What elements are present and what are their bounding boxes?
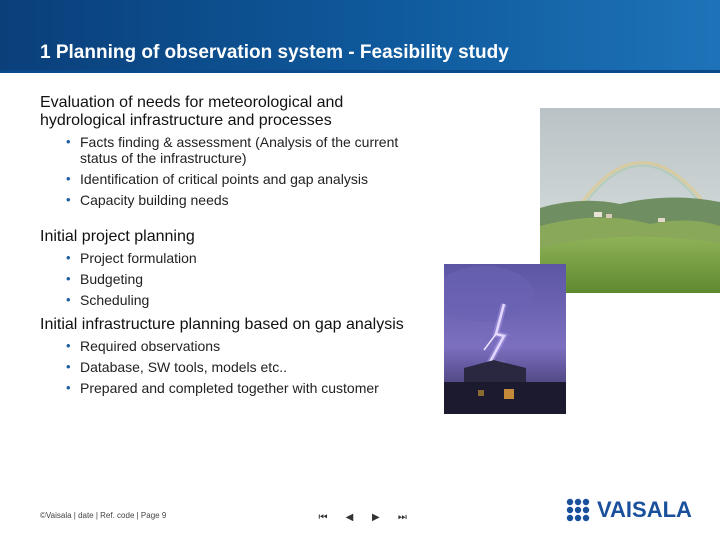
- bullet-dot-icon: •: [66, 380, 71, 395]
- bullet-text: Required observations: [80, 338, 221, 354]
- section-evaluation: [40, 94, 420, 208]
- bullet-item: [40, 134, 420, 166]
- bullet-list: [40, 338, 420, 396]
- slide-navigation: [314, 507, 415, 525]
- section-infrastructure-planning: [40, 316, 420, 396]
- section-heading: Initial project planning: [40, 228, 195, 245]
- bullet-text: Project formulation: [80, 250, 197, 266]
- bullet-dot-icon: •: [66, 359, 71, 374]
- header-band: [0, 70, 720, 73]
- first-slide-icon[interactable]: ⏮: [318, 512, 328, 523]
- bullet-text: Facts finding & assessment (Analysis of the current status of the infrastructure): [80, 134, 399, 166]
- bullet-dot-icon: •: [66, 292, 71, 307]
- vaisala-logo: [561, 493, 709, 523]
- bullet-item: [40, 171, 420, 187]
- next-slide-icon[interactable]: ▶: [372, 512, 380, 523]
- bullet-item: [40, 338, 420, 354]
- bullet-dot-icon: •: [66, 134, 71, 149]
- bullet-item: [40, 380, 420, 396]
- slide-content: [40, 94, 420, 401]
- bullet-dot-icon: •: [66, 271, 71, 286]
- section-heading: Evaluation of needs for meteorological and hydrological infrastructure and processes: [40, 94, 344, 129]
- bullet-item: [40, 250, 420, 266]
- bullet-item: [40, 359, 420, 375]
- section-heading: Initial infrastructure planning based on gap analysis: [40, 316, 404, 333]
- previous-slide-icon[interactable]: ◀: [345, 512, 354, 523]
- bullet-item: [40, 271, 420, 287]
- slide-title: 1 Planning of observation system - Feasibility study: [40, 42, 509, 63]
- footer-text: ©Vaisala | date | Ref. code | Page 9: [40, 511, 167, 520]
- logo-wordmark: VAISALA: [597, 497, 692, 522]
- bullet-text: Budgeting: [80, 271, 144, 287]
- bullet-item: [40, 292, 420, 308]
- bullet-dot-icon: •: [66, 250, 71, 265]
- bullet-dot-icon: •: [66, 192, 71, 207]
- lightning-storm-photo: [444, 264, 566, 414]
- bullet-dot-icon: •: [66, 338, 71, 353]
- rainbow-landscape-photo: [540, 108, 720, 293]
- section-project-planning: [40, 228, 420, 308]
- bullet-list: [40, 250, 420, 308]
- bullet-dot-icon: •: [66, 171, 71, 186]
- last-slide-icon[interactable]: ⏭: [397, 512, 407, 523]
- bullet-text: Capacity building needs: [80, 192, 229, 208]
- bullet-list: [40, 134, 420, 208]
- bullet-text: Prepared and completed together with customer: [80, 380, 379, 396]
- bullet-item: [40, 192, 420, 208]
- bullet-text: Identification of critical points and gap analysis: [80, 171, 368, 187]
- bullet-text: Database, SW tools, models etc..: [80, 359, 287, 375]
- bullet-text: Scheduling: [80, 292, 150, 308]
